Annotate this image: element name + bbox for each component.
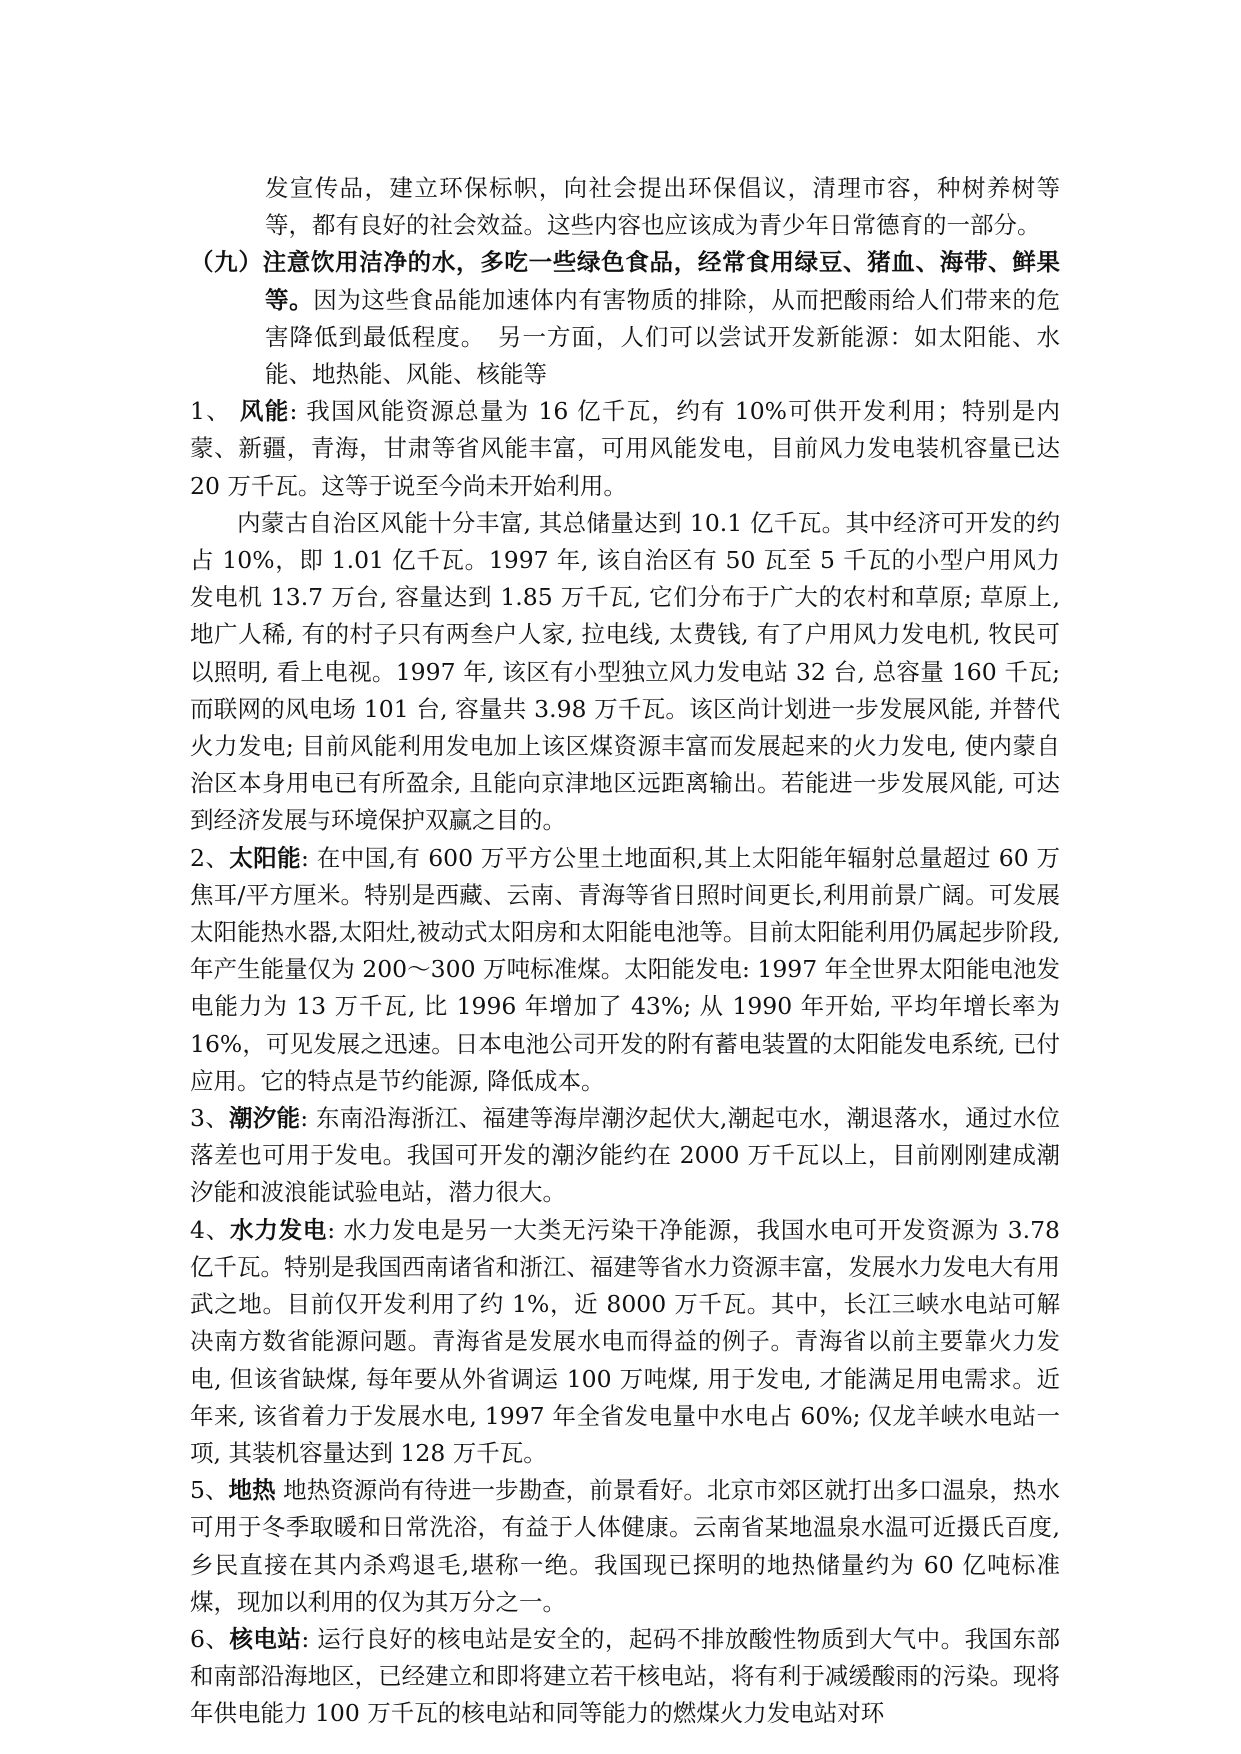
section-title: 地热 xyxy=(228,1476,276,1505)
intro-continuation-paragraph: 发宣传品，建立环保标帜，向社会提出环保倡议，清理市容，种树养树等等，都有良好的社会效益。这些内容也应该成为青少年日常德育的一部分。 xyxy=(265,174,1060,240)
section-title: 太阳能 xyxy=(229,843,302,872)
item-9-bold-text: 注意饮用洁净的水，多吃一些绿色食品，经常食用绿豆、猪血、海带、鲜果等。 xyxy=(262,248,1061,314)
section-hydro-paragraph xyxy=(190,1212,1060,1472)
section-title: 水力发电 xyxy=(230,1215,328,1244)
section-number: 1、 xyxy=(190,397,232,426)
section-text: 运行良好的核电站是安全的，起码不排放酸性物质到大气中。我国东部和南部沿海地区，已经建立和即将建立若干核电站，将有利于减缓酸雨的污染。现将年供电能力 100 万千瓦的核电站和同等能力的燃煤火力发电站对环 xyxy=(190,1624,1061,1728)
section-solar-paragraph xyxy=(190,840,1060,1100)
section-separator: : xyxy=(301,1624,318,1653)
section-number: 5、 xyxy=(190,1476,229,1505)
section-nuclear-paragraph xyxy=(190,1621,1060,1733)
section-number: 4、 xyxy=(190,1215,231,1244)
section-number: 6、 xyxy=(190,1624,230,1653)
section-text: 地热资源尚有待进一步勘查，前景看好。北京市郊区就打出多口温泉，热水可用于冬季取暖和日常洗浴，有益于人体健康。云南省某地温泉水温可近摄氏百度, 乡民直接在其内杀鸡退毛,堪称一绝。我国现已探明的地热储量约为 60 亿吨标准煤，现加以利用的仅为其万分之一。 xyxy=(190,1476,1061,1616)
section-separator: : xyxy=(300,1104,316,1133)
section-separator: : xyxy=(289,397,307,426)
section-title: 潮汐能 xyxy=(228,1104,301,1133)
section-number: 3、 xyxy=(190,1104,229,1133)
inner-mongolia-paragraph: 内蒙古自治区风能十分丰富, 其总储量达到 10.1 亿千瓦。其中经济可开发的约占 10%，即 1.01 亿千瓦。1997 年, 该自治区有 50 瓦至 5 千瓦的小型户用风力发电机 13.7 万台, 容量达到 1.85 万千瓦, 它们分布于广大的农村和草原; 草原上, 地广人稀, 有的村子只有两叁户人家, 拉电线, 太费钱, 有了户用风力发电机, 牧民可以照明, 看上电视。1997 年, 该区有小型独立风力发电站 32 台, 总容量 160 千瓦; 而联网的风电场 101 台, 容量共 3.98 万千瓦。该区尚计划进一步发展风能, 并替代火力发电; 目前风能利用发电加上该区煤资源丰富而发展起来的火力发电, 使内蒙自治区本身用电已有所盈余, 且能向京津地区远距离输出。若能进一步发展风能, 可达到经济发展与环境保护双赢之目的。 xyxy=(190,508,1060,835)
section-title: 核电站 xyxy=(229,1624,302,1653)
section-separator: : xyxy=(327,1215,344,1244)
section-title: 风能 xyxy=(239,397,290,426)
section-wind-paragraph xyxy=(190,393,1060,505)
section-text: 我国风能资源总量为 16 亿千瓦，约有 10%可供开发利用；特别是内蒙、新疆，青海，甘肃等省风能丰富，可用风能发电，目前风力发电装机容量已达 20 万千瓦。这等于说至今尚未开始利用。 xyxy=(190,397,1061,500)
section-geothermal-paragraph xyxy=(190,1472,1060,1621)
item-9-text: 因为这些食品能加速体内有害物质的排除，从而把酸雨给人们带来的危害降低到最低程度。 另一方面，人们可以尝试开发新能源：如太阳能、水能、地热能、风能、核能等 xyxy=(265,285,1060,389)
item-9-label: （九） xyxy=(190,248,263,277)
section-tidal-paragraph xyxy=(190,1100,1060,1212)
section-text: 水力发电是另一大类无污染干净能源，我国水电可开发资源为 3.78 亿千瓦。特别是我国西南诸省和浙江、福建等省水力资源丰富，发展水力发电大有用武之地。目前仅开发利用了约 1%，近 8000 万千瓦。其中，长江三峡水电站可解决南方数省能源问题。青海省是发展水电而得益的例子。青海省以前主要靠火力发电, 但该省缺煤, 每年要从外省调运 100 万吨煤, 用于发电, 才能满足用电需求。近年来, 该省着力于发展水电, 1997 年全省发电量中水电占 60%; 仅龙羊峡水电站一项, 其装机容量达到 128 万千瓦。 xyxy=(190,1215,1061,1467)
section-number: 2、 xyxy=(190,843,230,872)
section-separator: : xyxy=(301,843,317,872)
section-text: 东南沿海浙江、福建等海岸潮汐起伏大,潮起屯水，潮退落水，通过水位落差也可用于发电。我国可开发的潮汐能约在 2000 万千瓦以上，目前刚刚建成潮汐能和波浪能试验电站，潜力很大。 xyxy=(190,1104,1061,1207)
section-text: 在中国,有 600 万平方公里土地面积,其上太阳能年辐射总量超过 60 万焦耳/平方厘米。特别是西藏、云南、青海等省日照时间更长,利用前景广阔。可发展太阳能热水器,太阳灶,被动式太阳房和太阳能电池等。目前太阳能利用仍属起步阶段,年产生能量仅为 200～300 万吨标准煤。太阳能发电: 1997 年全世界太阳能电池发电能力为 13 万千瓦, 比 1996 年增加了 43%; 从 1990 年开始, 平均年增长率为 16%，可见发展之迅速。日本电池公司开发的附有蓄电装置的太阳能发电系统, 已付应用。它的特点是节约能源, 降低成本。 xyxy=(190,843,1061,1095)
item-9-paragraph xyxy=(190,244,1060,393)
document-page xyxy=(190,170,1060,1733)
